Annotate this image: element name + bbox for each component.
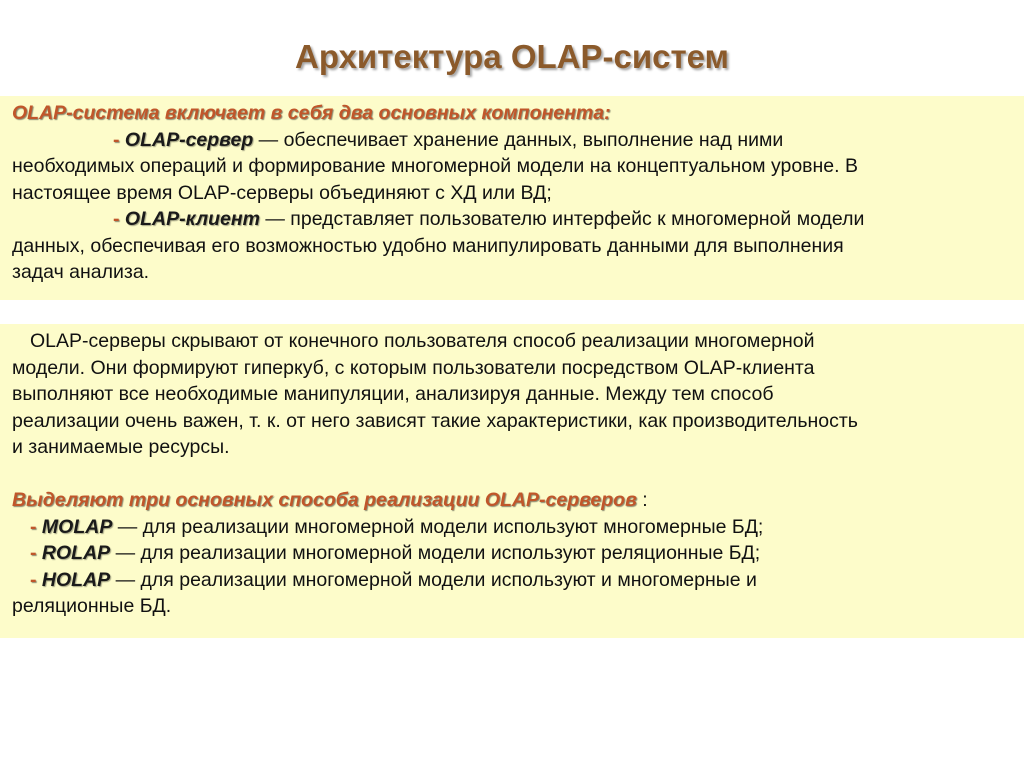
- bullet-dash: -: [30, 542, 37, 564]
- rolap-text: — для реализации многомерной модели используют реляционные БД;: [110, 542, 761, 564]
- olap-server-text: — обеспечивает хранение данных, выполнение над ними: [253, 128, 784, 151]
- holap-term: HOLAP: [41, 568, 111, 591]
- holap-text-line2: реляционные БД.: [12, 595, 172, 617]
- olap-client-text-line3: задач анализа.: [12, 261, 150, 283]
- paragraph-line: выполняют все необходимые манипуляции, анализируя данные. Между тем способ: [12, 383, 774, 405]
- paragraph-line: модели. Они формируют гиперкуб, с которым пользователи посредством OLAP-клиента: [12, 356, 815, 379]
- olap-server-text-line2: необходимых операций и формирование многомерной модели на концептуальном уровне. В: [12, 155, 858, 177]
- rolap-item: [12, 540, 1012, 567]
- bullet-dash: -: [30, 515, 37, 538]
- page-title: Архитектура OLAP-систем: [295, 38, 729, 75]
- olap-client-text-line2: данных, обеспечивая его возможностью удобно манипулировать данными для выполнения: [12, 234, 844, 257]
- olap-client-item: [12, 206, 1012, 233]
- rolap-term: ROLAP: [41, 542, 111, 564]
- olap-client-term: OLAP-клиент: [124, 208, 260, 230]
- methods-heading: Выделяют три основных способа реализации OLAP-серверов: [12, 489, 637, 511]
- olap-client-text: — представляет пользователю интерфейс к многомерной модели: [259, 208, 865, 230]
- holap-text: — для реализации многомерной модели используют и многомерные и: [110, 568, 757, 591]
- paragraph-line: и занимаемые ресурсы.: [12, 436, 230, 458]
- bullet-dash: -: [30, 568, 37, 591]
- components-heading: OLAP-система включает в себя два основных компонента:: [12, 102, 611, 124]
- methods-heading-suffix: :: [636, 489, 648, 511]
- olap-server-item: [12, 127, 1012, 154]
- paragraph-line: реализации очень важен, т. к. от него зависят такие характеристики, как производительность: [12, 409, 858, 432]
- molap-text: — для реализации многомерной модели используют многомерные БД;: [112, 515, 764, 538]
- components-panel: [0, 96, 1024, 300]
- bullet-dash: -: [113, 128, 120, 151]
- olap-server-text-line3: настоящее время OLAP-серверы объединяют с ХД или ВД;: [12, 181, 552, 204]
- servers-panel: [0, 324, 1024, 638]
- paragraph-line: OLAP-серверы скрывают от конечного пользователя способ реализации многомерной: [30, 330, 815, 352]
- holap-item: [12, 567, 1012, 594]
- molap-item: [12, 514, 1012, 541]
- bullet-dash: -: [113, 208, 120, 230]
- olap-server-term: OLAP-сервер: [124, 128, 254, 151]
- molap-term: MOLAP: [41, 515, 113, 538]
